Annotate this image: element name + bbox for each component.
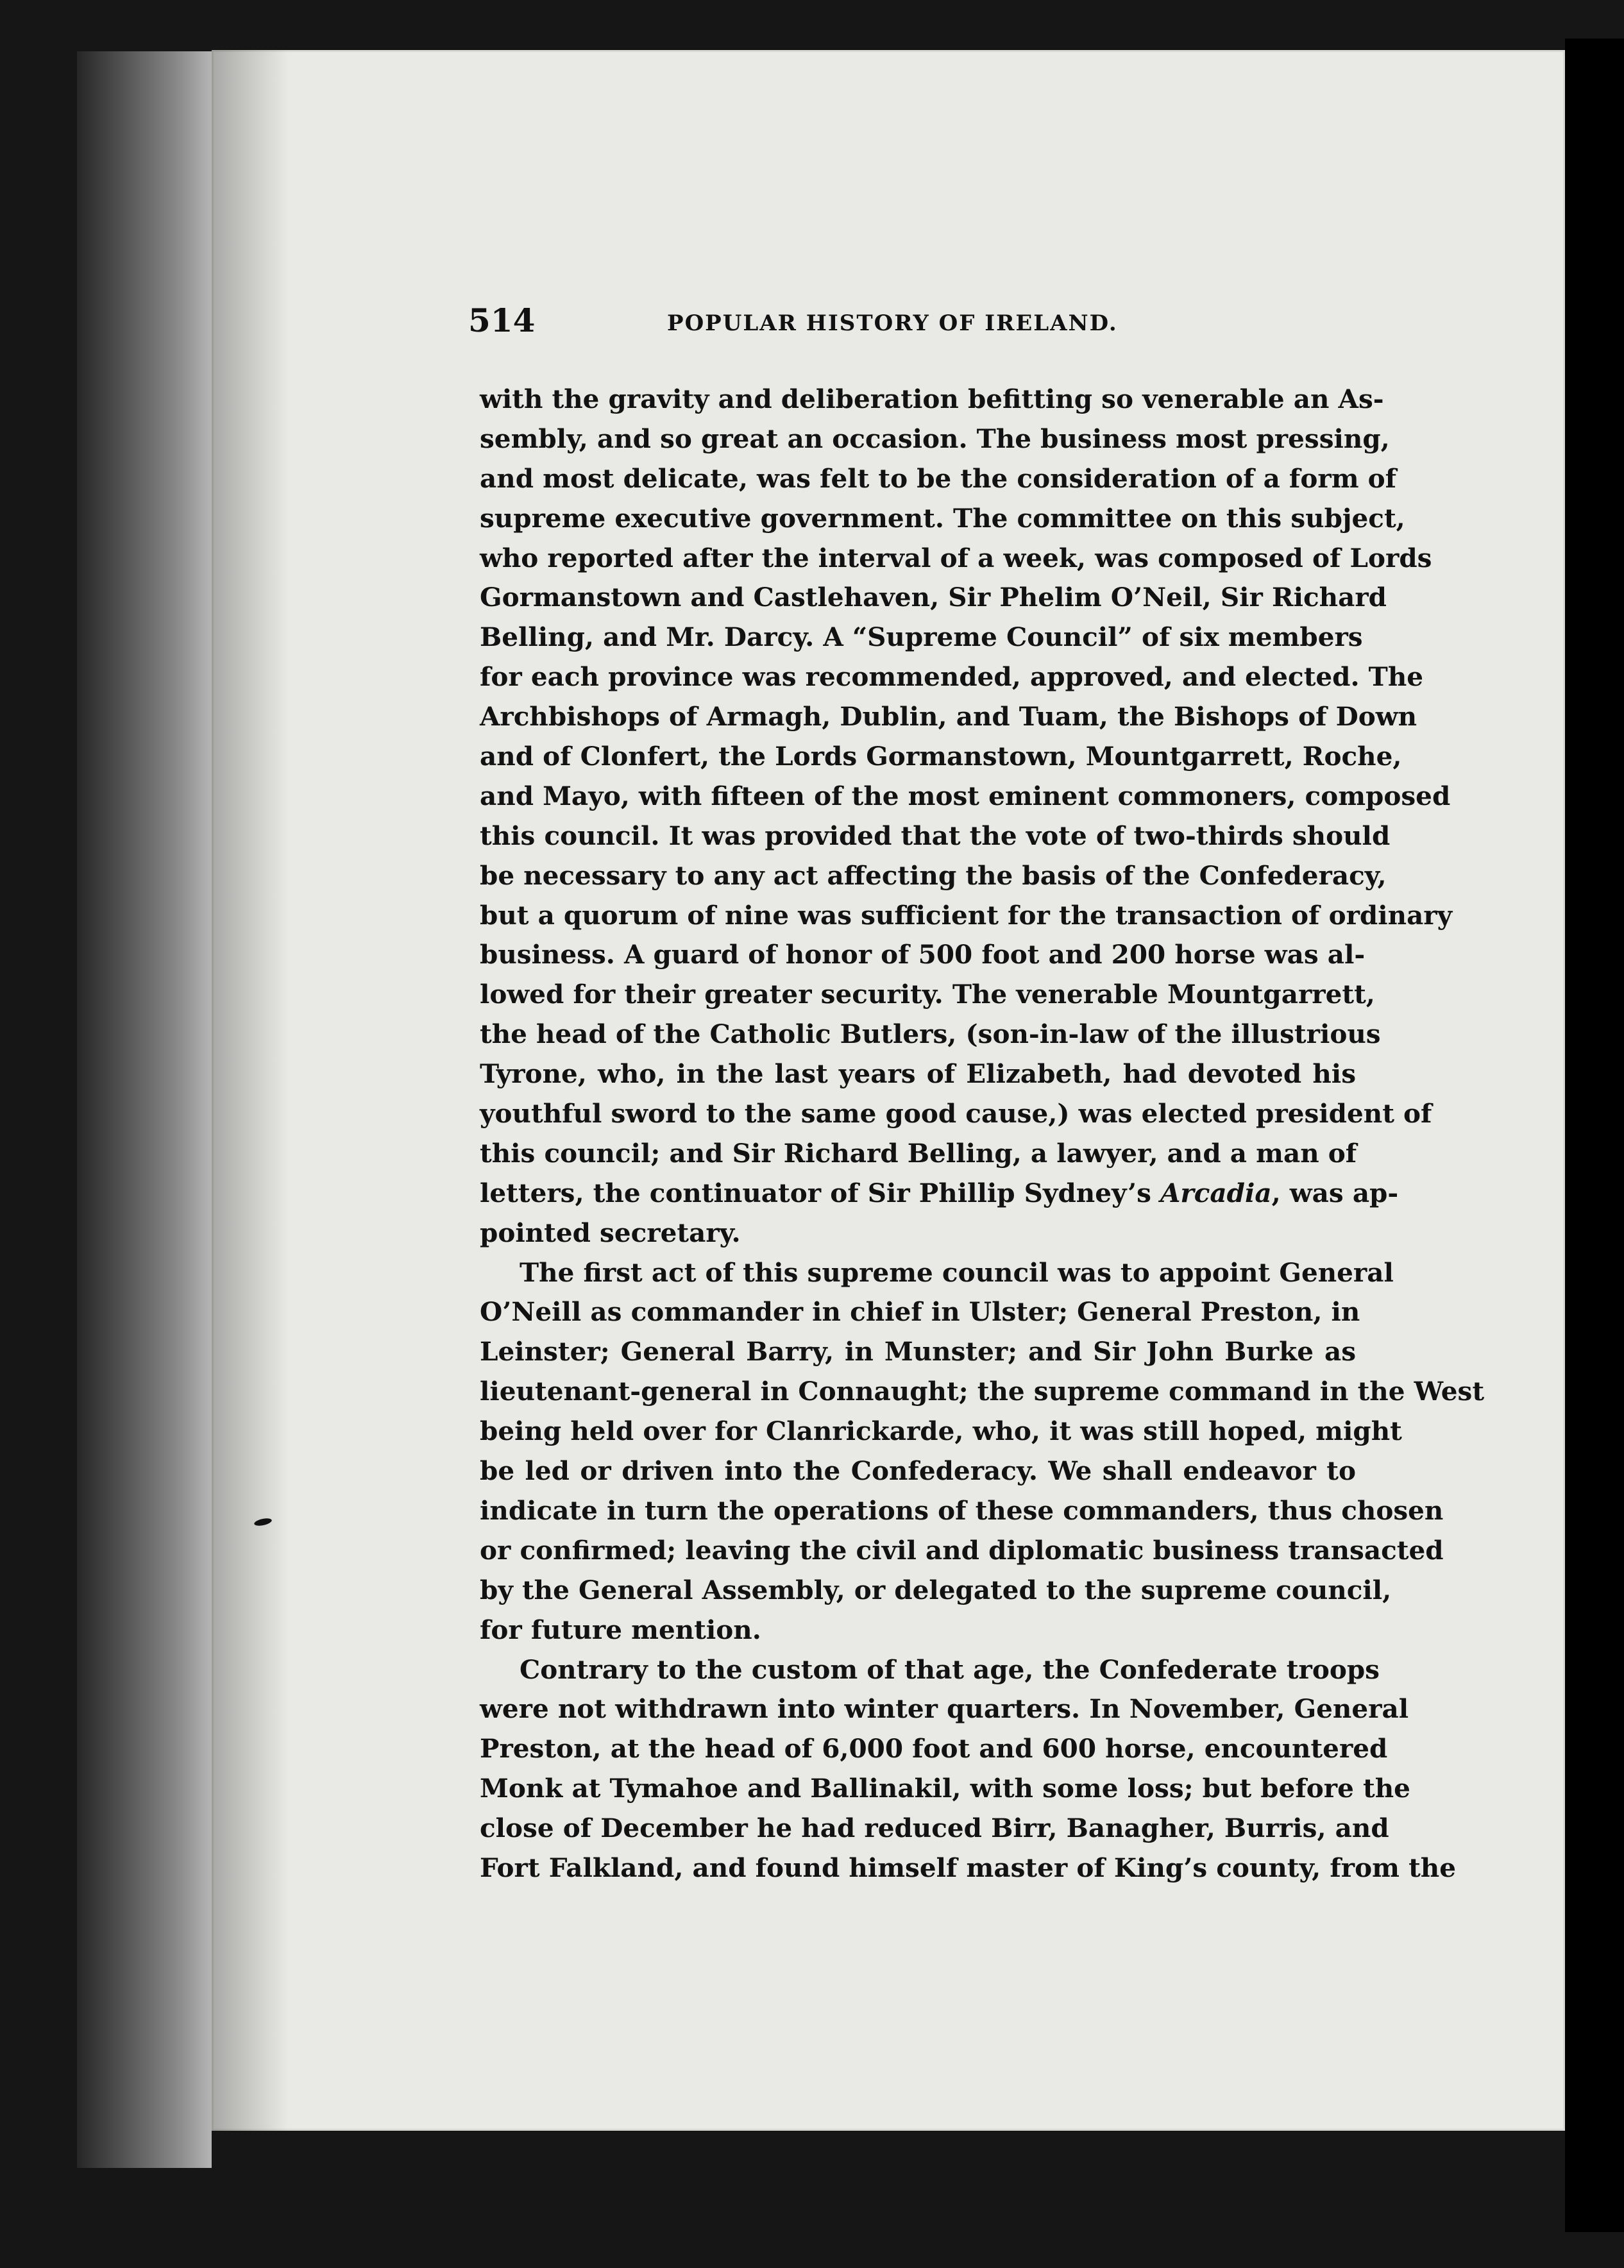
text-line: Leinster; General Barry, in Munster; and Sir John Burke as bbox=[480, 1336, 1356, 1367]
text-line: and of Clonfert, the Lords Gormanstown, Mountgarrett, Roche, bbox=[480, 741, 1402, 772]
text-line: but a quorum of nine was sufficient for the transaction of ordinary bbox=[480, 899, 1453, 931]
text-line: and most delicate, was felt to be the consideration of a form of bbox=[480, 462, 1397, 494]
text-line: for each province was recommended, approved, and elected. The bbox=[480, 661, 1424, 693]
page-header bbox=[468, 301, 1360, 359]
text-line: indicate in turn the operations of these commanders, thus chosen bbox=[480, 1494, 1444, 1526]
text-line: this council; and Sir Richard Belling, a lawyer, and a man of bbox=[480, 1137, 1357, 1169]
page-number: 514 bbox=[468, 301, 536, 339]
text-line: Tyrone, who, in the last years of Elizabeth, had devoted his bbox=[480, 1058, 1356, 1090]
text-line: letters, the continuator of Sir Phillip Sydney’s Arcadia, was ap- bbox=[480, 1177, 1399, 1208]
text-line: the head of the Catholic Butlers, (son-in-law of the illustrious bbox=[480, 1019, 1381, 1050]
text-line: Monk at Tymahoe and Ballinakil, with some loss; but before the bbox=[480, 1773, 1410, 1804]
text-line: Belling, and Mr. Darcy. A “Supreme Council” of six members bbox=[480, 622, 1363, 653]
text-line: Archbishops of Armagh, Dublin, and Tuam, the Bishops of Down bbox=[480, 701, 1417, 732]
paragraph bbox=[480, 380, 1453, 1253]
paragraph bbox=[480, 1253, 1485, 1650]
text-line: Preston, at the head of 6,000 foot and 600 horse, encountered bbox=[480, 1733, 1388, 1764]
text-line: for future mention. bbox=[480, 1614, 761, 1645]
text-line: lowed for their greater security. The venerable Mountgarrett, bbox=[480, 979, 1375, 1010]
text-line: The first act of this supreme council was to appoint General bbox=[520, 1257, 1394, 1288]
text-line: youthful sword to the same good cause,) was elected president of bbox=[480, 1098, 1432, 1130]
italic-title: Arcadia bbox=[1160, 1177, 1272, 1208]
text-line: close of December he had reduced Birr, Banagher, Burris, and bbox=[480, 1813, 1389, 1844]
text-line: supreme executive government. The committee on this subject, bbox=[480, 502, 1405, 534]
paragraph bbox=[480, 1650, 1456, 1888]
text-line: Gormanstown and Castlehaven, Sir Phelim O’Neil, Sir Richard bbox=[480, 582, 1387, 613]
text-line: O’Neill as commander in chief in Ulster; General Preston, in bbox=[480, 1296, 1360, 1328]
text-line: and Mayo, with fifteen of the most eminent commoners, composed bbox=[480, 780, 1451, 811]
text-line: this council. It was provided that the vote of two-thirds should bbox=[480, 820, 1391, 851]
text-line: being held over for Clanrickarde, who, it was still hoped, might bbox=[480, 1416, 1402, 1447]
text-line: business. A guard of honor of 500 foot and 200 horse was al- bbox=[480, 939, 1366, 970]
text-line: by the General Assembly, or delegated to the supreme council, bbox=[480, 1574, 1392, 1605]
running-head: POPULAR HISTORY OF IRELAND. bbox=[667, 310, 1118, 336]
text-line: Contrary to the custom of that age, the Confederate troops bbox=[520, 1654, 1380, 1685]
gutter-shadow bbox=[77, 51, 212, 2168]
text-line: lieutenant-general in Connaught; the supreme command in the West bbox=[480, 1376, 1485, 1407]
text-line: be necessary to any act affecting the basis of the Confederacy, bbox=[480, 859, 1387, 891]
text-line: were not withdrawn into winter quarters. In November, General bbox=[480, 1693, 1409, 1725]
text-line: Fort Falkland, and found himself master of King’s county, from the bbox=[480, 1852, 1456, 1883]
text-line: with the gravity and deliberation befitting so venerable an As- bbox=[480, 384, 1384, 414]
text-line: sembly, and so great an occasion. The business most pressing, bbox=[480, 423, 1390, 454]
scan-right-edge bbox=[1565, 38, 1624, 2232]
text-line: who reported after the interval of a week, was composed of Lords bbox=[480, 542, 1432, 573]
body-text bbox=[480, 380, 1485, 1888]
text-line: pointed secretary. bbox=[480, 1217, 741, 1248]
text-line: or confirmed; leaving the civil and diplomatic business transacted bbox=[480, 1534, 1444, 1566]
page-gutter-shading bbox=[212, 50, 289, 2131]
text-line: be led or driven into the Confederacy. We shall endeavor to bbox=[480, 1455, 1356, 1487]
